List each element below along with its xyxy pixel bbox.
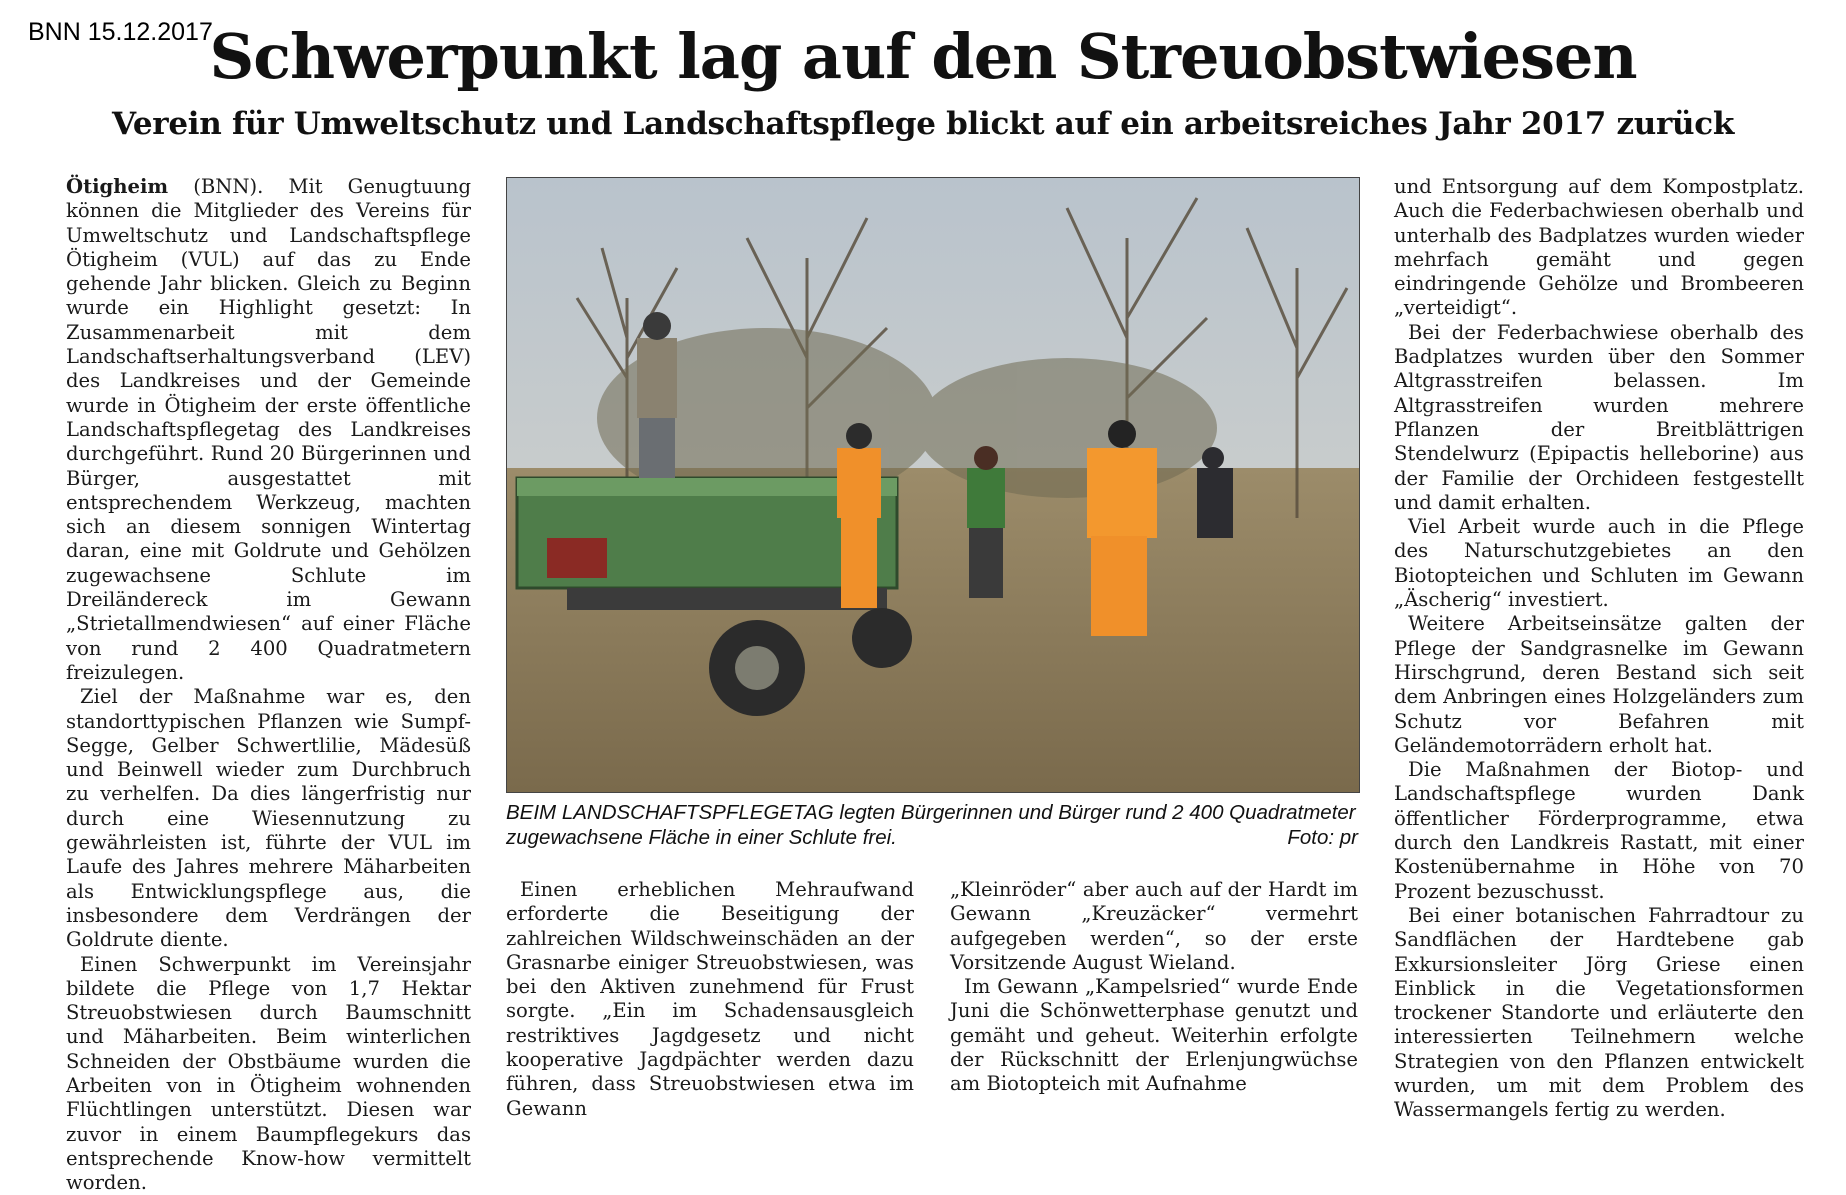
article-column-4 (1394, 175, 1804, 1101)
caption-lead: BEIM LANDSCHAFTSPFLEGETAG (506, 801, 834, 824)
photo-credit: Foto: pr (1287, 825, 1358, 850)
paragraph: und Entsorgung auf dem Kompostplatz. Auch die Federbachwiesen oberhalb und unterhalb des Badplatzes wurden wieder mehrfach gemäht und gegen eindringende Gehölze und Brombeeren „verteidigt“. (1394, 175, 1804, 321)
paragraph: Bei einer botanischen Fahrradtour zu Sandflächen der Hardtebene gab Exkursionsleiter Jörg Griese einen Einblick in die Vegetationsformen trockener Standorte und erläuterte den interessierten Teilnehmern welche Strategien von den Pflanzen entwickelt wurden, um mit dem Problem des Wassermangels fertig zu werden. (1394, 904, 1804, 1123)
article-column-1 (66, 175, 471, 1101)
article-column-3 (950, 878, 1358, 1103)
caption-text: legten Bürgerinnen und Bürger rund 2 400 Quadratmeter zugewachsene Fläche in einer Schlute frei. (506, 801, 1356, 849)
paragraph: Bei der Federbachwiese oberhalb des Badplatzes wurden über den Sommer Altgrasstreifen belassen. Im Altgrasstreifen wurden mehrere Pflanzen der Breitblättrigen Stendelwurz (Epipactis helleborine) aus der Familie der Orchideen festgestellt und damit erhalten. (1394, 321, 1804, 515)
paragraph: Weitere Arbeitseinsätze galten der Pflege der Sandgrasnelke im Gewann Hirschgrund, deren Bestand sich seit dem Anbringen eines Holzgeländers zum Schutz vor Befahren mit Geländemotorrädern erholt hat. (1394, 612, 1804, 758)
article-headline: Schwerpunkt lag auf den Streuobstwiesen (0, 20, 1846, 93)
article-subheadline: Verein für Umweltschutz und Landschaftspflege blickt auf ein arbeitsreiches Jahr 2017 zurück (0, 106, 1846, 142)
paragraph: Im Gewann „Kampelsried“ wurde Ende Juni die Schönwetterphase genutzt und gemäht und geheut. Weiterhin erfolgte der Rückschnitt der Erlenjungwüchse am Biotopteich mit Aufnahme (950, 975, 1358, 1096)
paragraph: Einen Schwerpunkt im Vereinsjahr bildete die Pflege von 1,7 Hektar Streuobstwiesen durch Baumschnitt und Mäharbeiten. Beim winterlichen Schneiden der Obstbäume wurden die Arbeiten von in Ötigheim wohnenden Flüchtlingen unterstützt. Diesen war zuvor in einem Baumpflegekurs das entsprechende Know-how vermittelt worden. (66, 953, 471, 1195)
paragraph-text: (BNN). Mit Genugtuung können die Mitglieder des Vereins für Umweltschutz und Landschaftspflege Ötigheim (VUL) auf das zu Ende gehende Jahr blicken. Gleich zu Beginn wurde ein Highlight gesetzt: In Zusammenarbeit mit dem Landschaftserhaltungsverband (LEV) des Landkreises und der Gemeinde wurde in Ötigheim der erste öffentliche Landschaftspflegetag des Landkreises durchgeführt. Rund 20 Bürgerinnen und Bürger, ausgestattet mit entsprechendem Werkzeug, machten sich an diesem sonnigen Wintertag daran, eine mit Goldrute und Gehölzen zugewachsene Schlute im Dreiländereck im Gewann „Strietallmendwiesen“ auf einer Fläche von rund 2 400 Quadratmetern freizulegen. (66, 175, 471, 684)
paragraph (66, 175, 471, 685)
dateline: Ötigheim (66, 175, 168, 198)
paragraph: Die Maßnahmen der Biotop- und Landschaftspflege wurden Dank öffentlicher Förderprogramme, etwa durch den Landkreis Rastatt, mit einer Kostenübernahme in Höhe von 70 Prozent bezuschusst. (1394, 758, 1804, 904)
paragraph: Ziel der Maßnahme war es, den standorttypischen Pflanzen wie Sumpf-Segge, Gelber Schwertlilie, Mädesüß und Beinwell wieder zum Durchbruch zu verhelfen. Da dies längerfristig nur durch eine Wiesennutzung zu gewährleisten ist, führte der VUL im Laufe des Jahres mehrere Mäharbeiten als Entwicklungspflege aus, die insbesondere dem Verdrängen der Goldrute diente. (66, 685, 471, 952)
photo-illustration (507, 178, 1359, 792)
article-column-2 (506, 878, 914, 1103)
paragraph: Einen erheblichen Mehraufwand erforderte die Beseitigung der zahlreichen Wildschweinschäden an der Grasnarbe einiger Streuobstwiesen, was bei den Aktiven zunehmend für Frust sorgte. „Ein im Schadensausgleich restriktives Jagdgesetz und nicht kooperative Jagdpächter werden dazu führen, dass Streuobstwiesen etwa im Gewann (506, 878, 914, 1121)
paragraph: „Kleinröder“ aber auch auf der Hardt im Gewann „Kreuzäcker“ vermehrt aufgegeben werden“, so der erste Vorsitzende August Wieland. (950, 878, 1358, 975)
photo-caption (506, 800, 1358, 850)
article-photo (506, 177, 1360, 793)
paragraph: Viel Arbeit wurde auch in die Pflege des Naturschutzgebietes an den Biotopteichen und Schluten im Gewann „Äscherig“ investiert. (1394, 515, 1804, 612)
newspaper-source-date: BNN 15.12.2017 (28, 18, 213, 47)
